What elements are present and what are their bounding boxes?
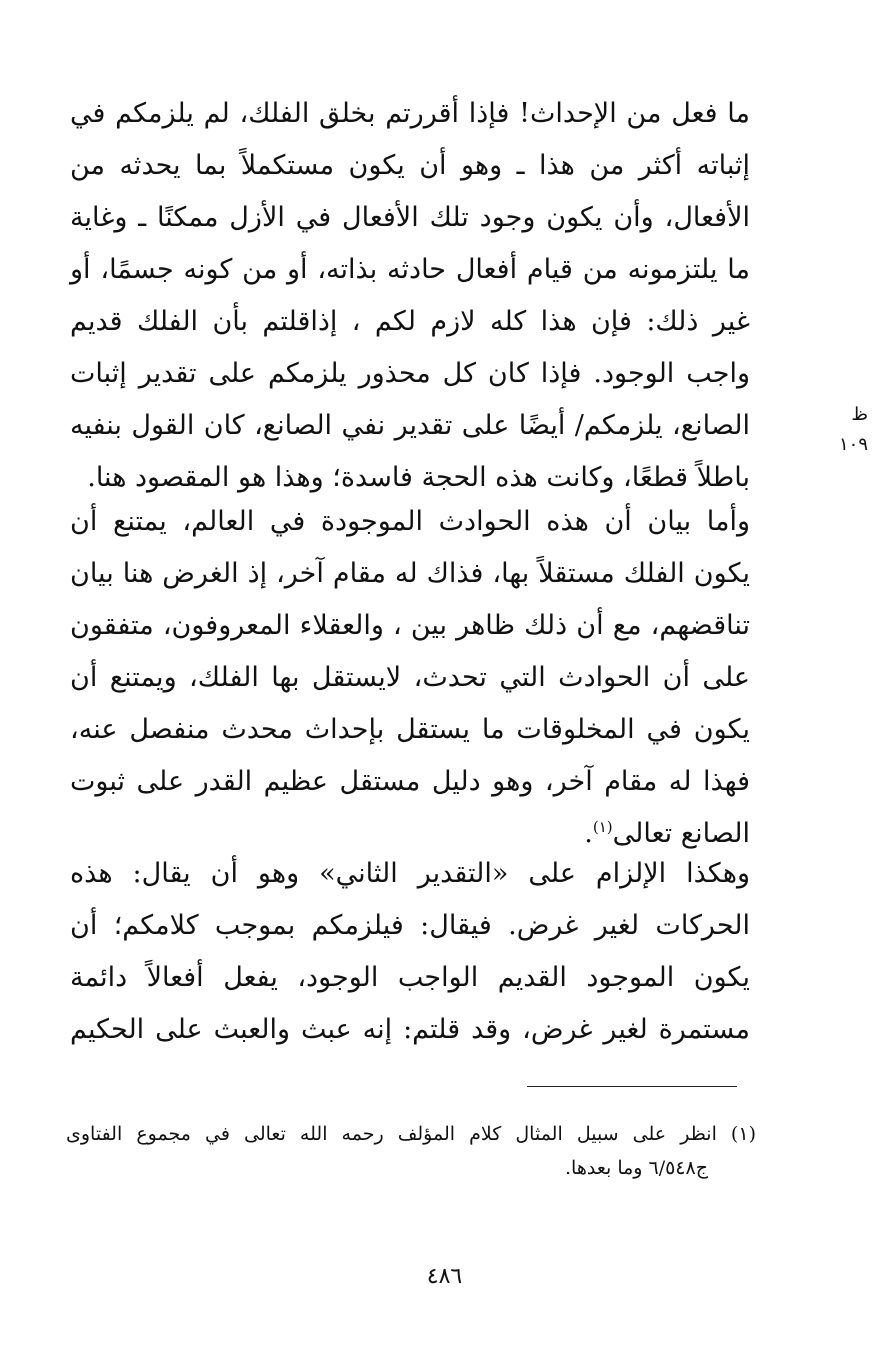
paragraph-2 xyxy=(70,496,750,860)
footnote xyxy=(66,1117,756,1185)
text-line: وأما بيان أن هذه الحوادث الموجودة في العالم، يمتنع أن xyxy=(70,506,750,537)
footnote-line: ج٦/٥٤٨ وما بعدها. xyxy=(565,1157,708,1179)
text-line: ما يلتزمونه من قيام أفعال حادثه بذاته، أو من كونه جسمًا، أو xyxy=(70,254,750,285)
margin-manuscript-note: ظ ١٠٩ xyxy=(838,404,868,455)
text-line: فهذا له مقام آخر، وهو دليل مستقل عظيم القدر على ثبوت xyxy=(70,766,750,797)
text-line: مستمرة لغير غرض، وقد قلتم: إنه عبث والعبث على الحكيم xyxy=(70,1014,750,1045)
text-line: غير ذلك: فإن هذا كله لازم لكم ، إذاقلتم بأن الفلك قديم xyxy=(70,306,750,337)
text-line: وهكذا الإلزام على «التقدير الثاني» وهو أن يقال: هذه xyxy=(70,858,750,889)
footnote-line: (١) انظر على سبيل المثال كلام المؤلف رحمه الله تعالى في مجموع الفتاوى xyxy=(66,1123,756,1145)
text-line: يكون في المخلوقات ما يستقل بإحداث محدث منفصل عنه، xyxy=(70,714,750,745)
text-line: إثباته أكثر من هذا ـ وهو أن يكون مستكملاً بما يحدثه من xyxy=(70,150,750,181)
text-line: يكون الفلك مستقلاً بها، فذاك له مقام آخر، إذ الغرض هنا بيان xyxy=(70,558,750,589)
text-line: واجب الوجود. فإذا كان كل محذور يلزمكم على تقدير إثبات xyxy=(70,358,750,389)
sentence-end: . xyxy=(584,818,593,849)
text-line: الصانع، يلزمكم/ أيضًا على تقدير نفي الصانع، كان القول بنفيه xyxy=(70,410,750,441)
text-line: على أن الحوادث التي تحدث، لايستقل بها الفلك، ويمتنع أن xyxy=(70,662,750,693)
paragraph-1 xyxy=(70,88,750,504)
text-line: ما فعل من الإحداث! فإذا أقررتم بخلق الفلك، لم يلزمكم في xyxy=(70,98,750,129)
text-line: باطلاً قطعًا، وكانت هذه الحجة فاسدة؛ وهذا هو المقصود هنا. xyxy=(87,462,750,493)
text-line: تناقضهم، مع أن ذلك ظاهر بين ، والعقلاء المعروفون، متفقون xyxy=(70,610,750,641)
page-number: ٤٨٦ xyxy=(426,1264,463,1289)
text-line: الأفعال، وأن يكون وجود تلك الأفعال في الأزل ممكنًا ـ وغاية xyxy=(70,202,750,233)
text-fragment: الصانع تعالى xyxy=(612,818,750,849)
paragraph-3 xyxy=(70,848,750,1056)
text-line: الحركات لغير غرض. فيقال: فيلزمكم بموجب كلامكم؛ أن xyxy=(70,910,750,941)
footnote-reference: (١) xyxy=(592,818,613,836)
footnote-separator xyxy=(527,1086,737,1087)
text-line: يكون الموجود القديم الواجب الوجود، يفعل أفعالاً دائمة xyxy=(70,962,750,993)
